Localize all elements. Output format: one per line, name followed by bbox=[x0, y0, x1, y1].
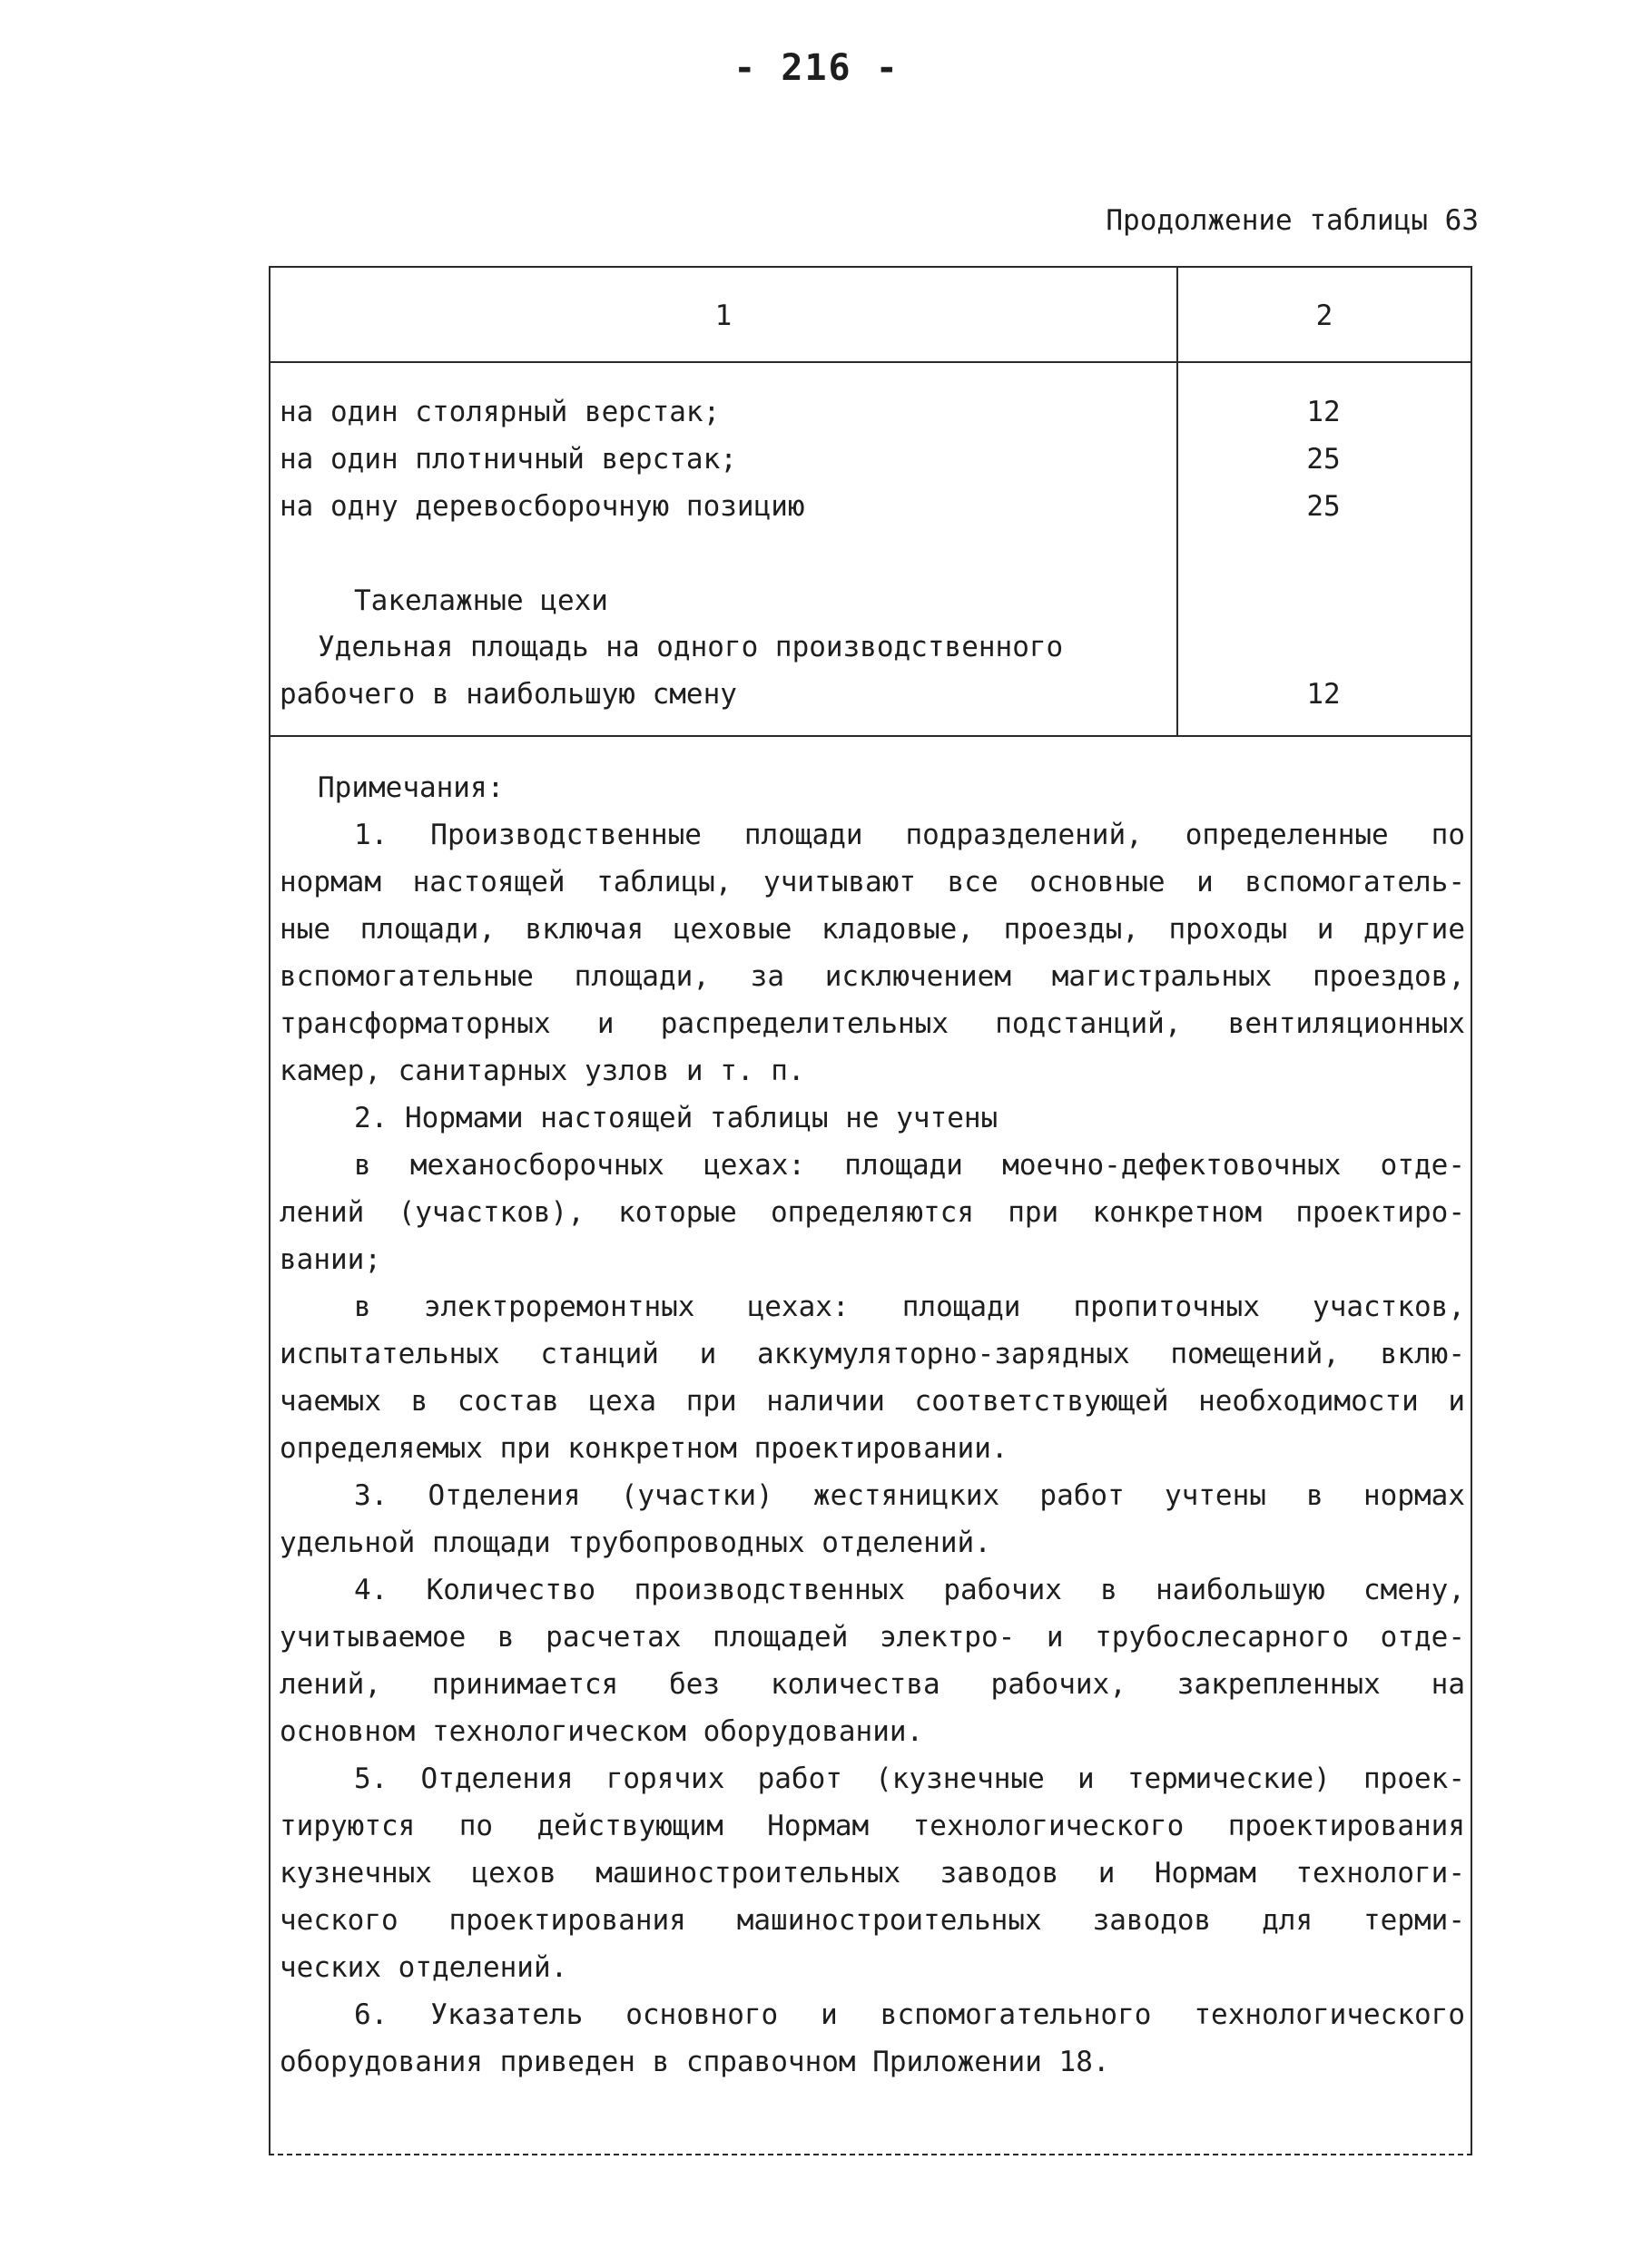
table-continuation-label: Продолжение таблицы 63 bbox=[1106, 204, 1479, 237]
note-line: лений, принимается без количества рабочих, закрепленных на bbox=[280, 1668, 1465, 1701]
table-right-border bbox=[1471, 266, 1472, 2154]
note-line: 3. Отделения (участки) жестяницких работ учтены в нормах bbox=[354, 1479, 1465, 1512]
table-top-border bbox=[269, 266, 1472, 268]
table-row-value: 25 bbox=[1306, 443, 1341, 476]
note-line: вании; bbox=[280, 1243, 381, 1276]
table-header-border bbox=[269, 361, 1472, 363]
table-row-value: 12 bbox=[1306, 678, 1341, 711]
note-line: трансформаторных и распределительных подстанций, вентиляционных bbox=[280, 1007, 1465, 1040]
note-line: вспомогательные площади, за исключением магистральных проездов, bbox=[280, 960, 1465, 993]
table-row-label: на один столярный верстак; bbox=[280, 396, 721, 428]
note-line: 5. Отделения горячих работ (кузнечные и термические) проек- bbox=[354, 1762, 1465, 1795]
note-line: определяемых при конкретном проектировании. bbox=[280, 1432, 1008, 1465]
note-line: лений (участков), которые определяются при конкретном проектиро- bbox=[280, 1196, 1465, 1229]
table-row-value: 12 bbox=[1306, 396, 1341, 428]
table-row-value: 25 bbox=[1306, 490, 1341, 523]
notes-title: Примечания: bbox=[318, 771, 505, 804]
note-line: чаемых в состав цеха при наличии соответствующей необходимости и bbox=[280, 1385, 1465, 1418]
note-line: ческих отделений. bbox=[280, 1951, 568, 1984]
note-line: кузнечных цехов машиностроительных заводов и Нормам технологи- bbox=[280, 1857, 1465, 1890]
note-line: ные площади, включая цеховые кладовые, проезды, проходы и другие bbox=[280, 913, 1465, 946]
note-line: 4. Количество производственных рабочих в наибольшую смену, bbox=[354, 1574, 1465, 1606]
table-bottom-border bbox=[269, 2154, 1472, 2155]
note-line: учитываемое в расчетах площадей электро- и трубослесарного отде- bbox=[280, 1621, 1465, 1654]
table-row-label: Удельная площадь на одного производственного bbox=[318, 631, 1064, 663]
note-line: тируются по действующим Нормам технологического проектирования bbox=[280, 1810, 1465, 1842]
table-row-label: на один плотничный верстак; bbox=[280, 443, 737, 476]
note-line: в электроремонтных цехах: площади пропиточных участков, bbox=[354, 1291, 1465, 1323]
note-line: ческого проектирования машиностроительных заводов для терми- bbox=[280, 1904, 1465, 1937]
note-line: удельной площади трубопроводных отделений. bbox=[280, 1527, 991, 1559]
table-row-label: рабочего в наибольшую смену bbox=[280, 678, 737, 711]
note-line: камер, санитарных узлов и т. п. bbox=[280, 1055, 805, 1087]
table-left-border bbox=[269, 266, 271, 2154]
column-header-1: 1 bbox=[714, 299, 733, 332]
note-line: основном технологическом оборудовании. bbox=[280, 1715, 924, 1748]
note-line: 1. Производственные площади подразделений, определенные по bbox=[354, 819, 1465, 851]
table-row-label: на одну деревосборочную позицию bbox=[280, 490, 805, 523]
note-line: испытательных станций и аккумуляторно-зарядных помещений, вклю- bbox=[280, 1338, 1465, 1370]
note-line: 6. Указатель основного и вспомогательного технологического bbox=[354, 1998, 1465, 2031]
note-line: нормам настоящей таблицы, учитывают все основные и вспомогатель- bbox=[280, 866, 1465, 898]
section-heading: Такелажные цехи bbox=[354, 584, 608, 617]
note-line: 2. Нормами настоящей таблицы не учтены bbox=[354, 1102, 998, 1134]
table-body-border bbox=[269, 735, 1472, 737]
note-line: в механосборочных цехах: площади моечно-дефектовочных отде- bbox=[354, 1149, 1465, 1182]
page-number: - 216 - bbox=[733, 47, 900, 89]
note-line: оборудования приведен в справочном Приложении 18. bbox=[280, 2046, 1110, 2078]
column-header-2: 2 bbox=[1315, 299, 1333, 332]
